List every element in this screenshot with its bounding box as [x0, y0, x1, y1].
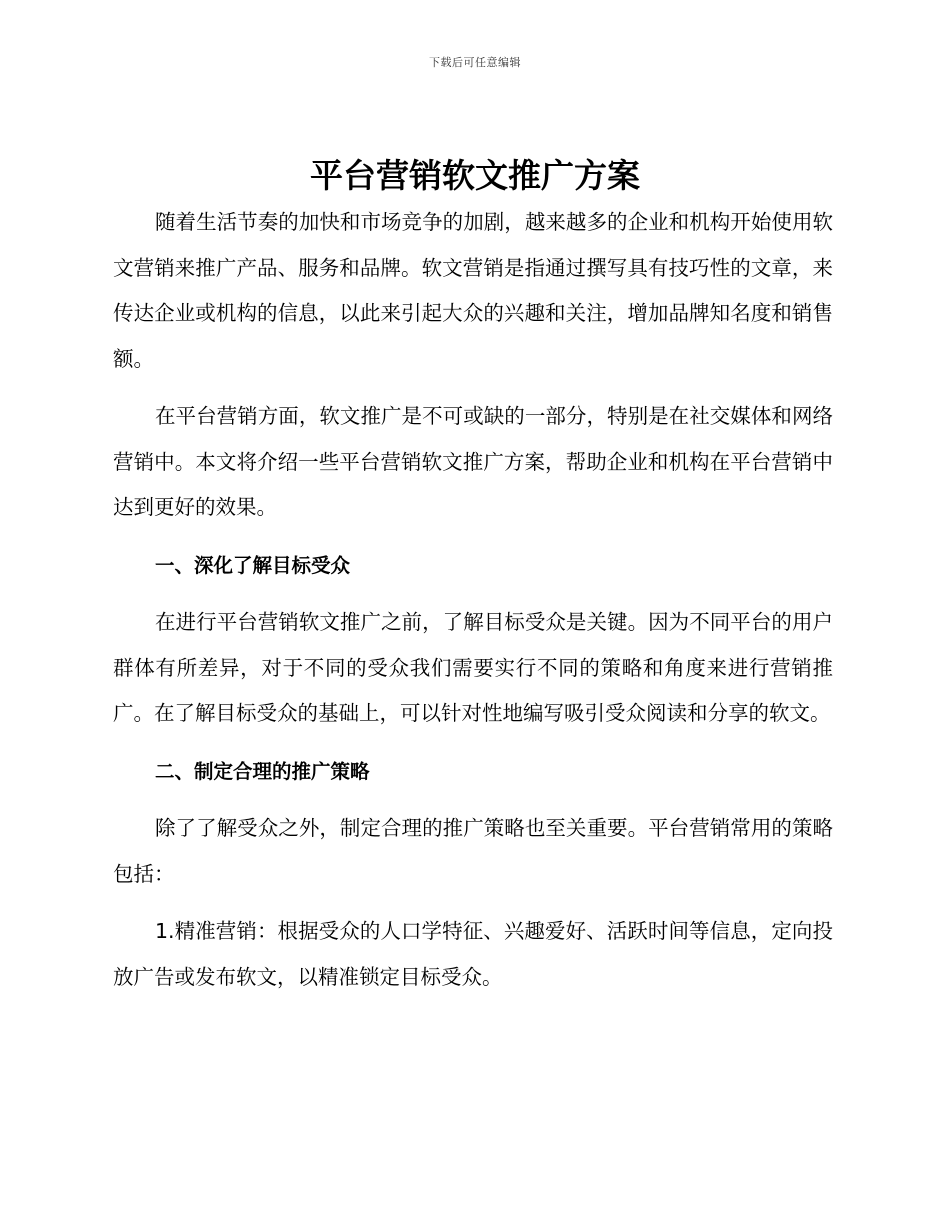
document-body: [113, 200, 833, 1000]
section-1-heading: 一、深化了解目标受众: [155, 553, 351, 577]
section-2-paragraph: 除了了解受众之外，制定合理的推广策略也至关重要。平台营销常用的策略包括：: [113, 816, 833, 886]
intro-paragraph-2: 在平台营销方面，软文推广是不可或缺的一部分，特别是在社交媒体和网络营销中。本文将介绍一些平台营销软文推广方案，帮助企业和机构在平台营销中达到更好的效果。: [113, 404, 833, 519]
section-2-list-item-1: 1.精准营销：根据受众的人口学特征、兴趣爱好、活跃时间等信息，定向投放广告或发布软文，以精准锁定目标受众。: [113, 919, 833, 989]
document-title: 平台营销软文推广方案: [310, 156, 640, 195]
page-header: 下载后可任意编辑: [429, 56, 521, 69]
section-1-paragraph: 在进行平台营销软文推广之前，了解目标受众是关键。因为不同平台的用户群体有所差异，对于不同的受众我们需要实行不同的策略和角度来进行营销推广。在了解目标受众的基础上，可以针对性地编写吸引受众阅读和分享的软文。: [113, 610, 833, 725]
intro-paragraph-1: 随着生活节奏的加快和市场竞争的加剧，越来越多的企业和机构开始使用软文营销来推广产品、服务和品牌。软文营销是指通过撰写具有技巧性的文章，来传达企业或机构的信息，以此来引起大众的兴趣和关注，增加品牌知名度和销售额。: [113, 210, 833, 371]
section-2-heading: 二、制定合理的推广策略: [155, 759, 370, 783]
